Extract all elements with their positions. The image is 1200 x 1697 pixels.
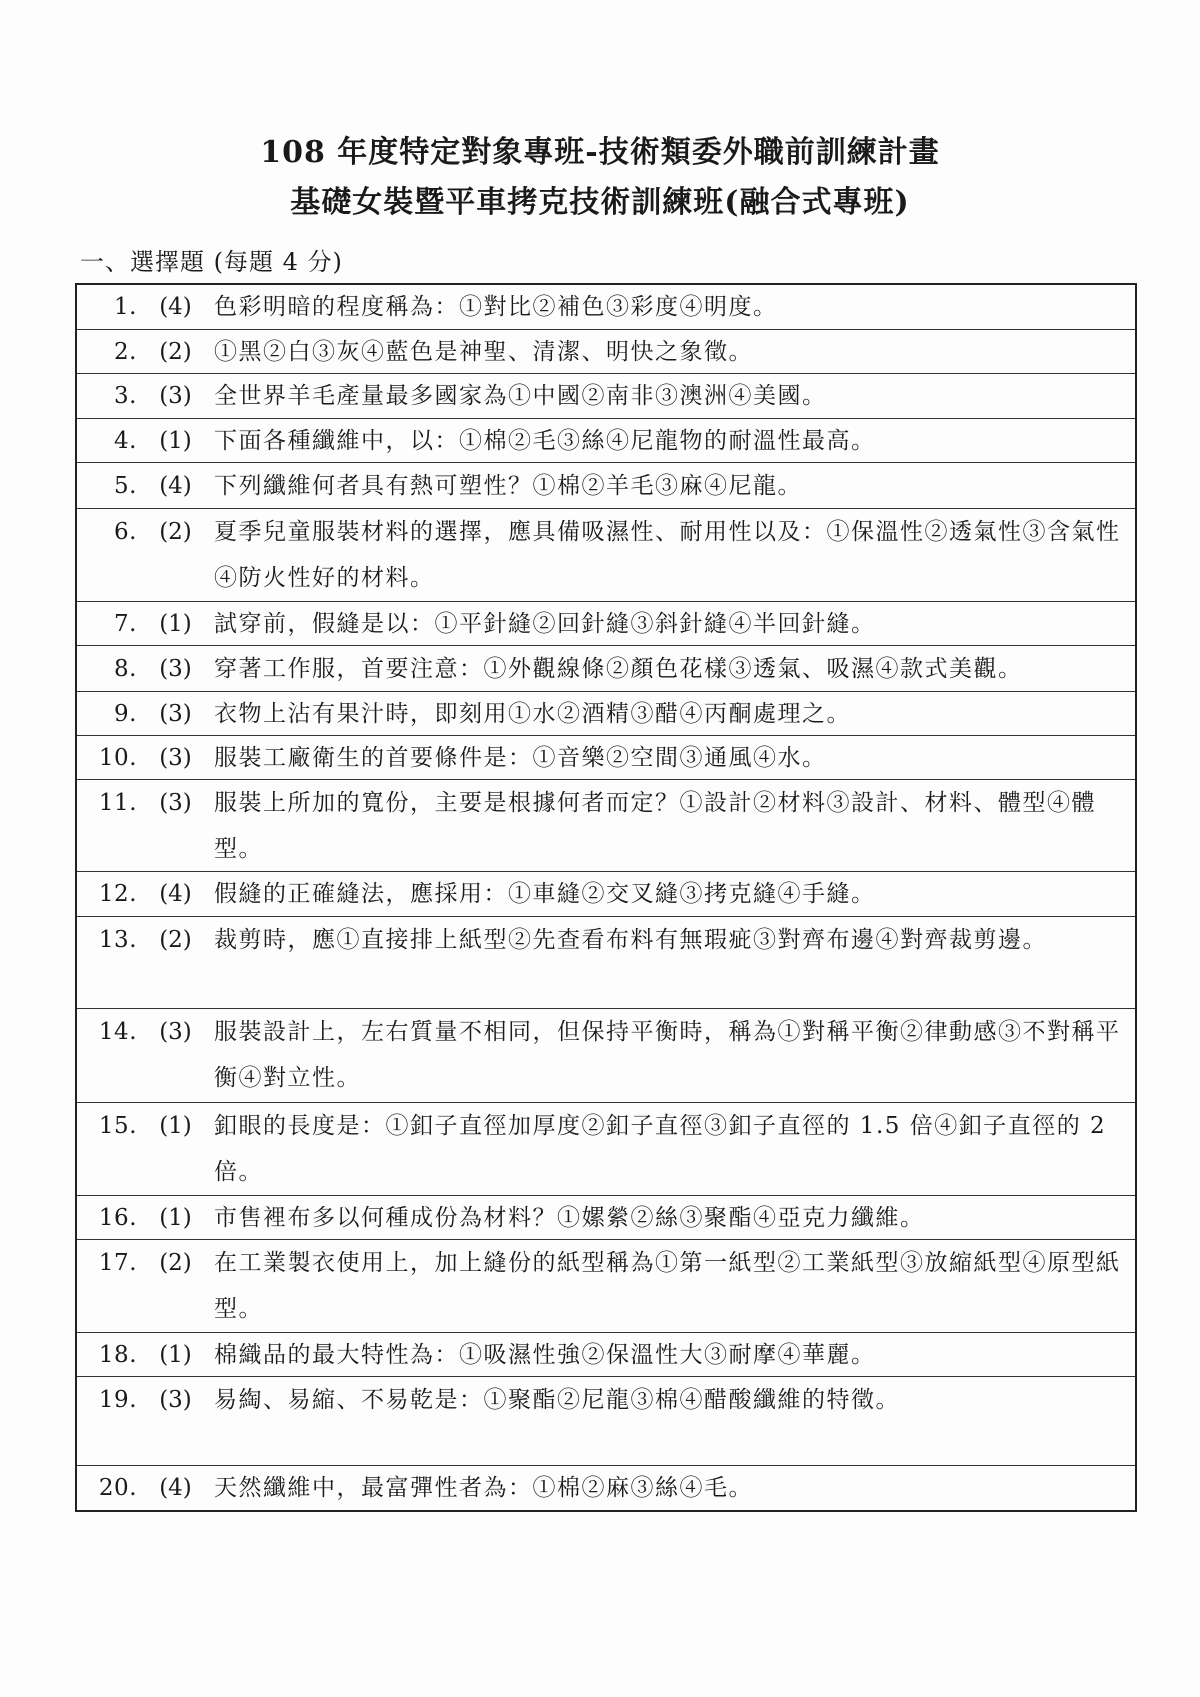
question-text: 易綯、易縮、不易乾是：①聚酯②尼龍③棉④醋酸纖維的特徵。	[214, 1387, 900, 1413]
question-text: 試穿前，假縫是以：①平針縫②回針縫③斜針縫④半回針縫。	[214, 611, 876, 637]
question-row	[77, 1009, 1135, 1103]
question-text: 服裝上所加的寬份，主要是根據何者而定？①設計②材料③設計、材料、體型④體型。	[214, 790, 1096, 862]
question-number: 15.	[98, 1113, 137, 1139]
question-text: 棉織品的最大特性為：①吸濕性強②保溫性大③耐摩④華麗。	[214, 1342, 876, 1368]
question-text: 下列纖維何者具有熱可塑性？①棉②羊毛③麻④尼龍。	[214, 473, 802, 499]
question-answer: (4)	[159, 473, 192, 499]
question-row	[77, 509, 1135, 602]
question-number: 3.	[114, 383, 137, 409]
question-row	[77, 1466, 1135, 1510]
question-row	[77, 1333, 1135, 1377]
question-number: 16.	[98, 1205, 137, 1231]
question-row	[77, 1103, 1135, 1196]
question-number: 18.	[98, 1342, 137, 1368]
question-number: 17.	[98, 1250, 137, 1276]
question-answer: (1)	[159, 1205, 192, 1231]
question-row	[77, 917, 1135, 1009]
question-text: 服裝設計上，左右質量不相同，但保持平衡時，稱為①對稱平衡②律動感③不對稱平衡④對立性。	[214, 1019, 1121, 1091]
question-row	[77, 646, 1135, 692]
question-text: 衣物上沾有果汁時，即刻用①水②酒精③醋④丙酮處理之。	[214, 701, 851, 727]
question-text: 在工業製衣使用上，加上縫份的紙型稱為①第一紙型②工業紙型③放縮紙型④原型紙型。	[214, 1250, 1121, 1322]
question-number: 12.	[98, 881, 137, 907]
question-number: 10.	[98, 745, 137, 771]
question-number: 2.	[114, 339, 137, 365]
question-text: 天然纖維中，最富彈性者為：①棉②麻③絲④毛。	[214, 1475, 753, 1501]
question-number: 4.	[114, 428, 137, 454]
question-answer: (3)	[159, 656, 192, 682]
question-row	[77, 330, 1135, 374]
question-answer: (1)	[159, 1113, 192, 1139]
question-text: 市售裡布多以何種成份為材料？①嫘縈②絲③聚酯④亞克力纖維。	[214, 1205, 925, 1231]
question-answer: (3)	[159, 383, 192, 409]
question-number: 7.	[114, 611, 137, 637]
question-text: 色彩明暗的程度稱為：①對比②補色③彩度④明度。	[214, 294, 778, 320]
section-heading: 一、選擇題 (每題 4 分)	[80, 248, 343, 276]
question-number: 14.	[98, 1019, 137, 1045]
question-number: 11.	[98, 790, 137, 816]
question-answer: (4)	[159, 294, 192, 320]
question-answer: (4)	[159, 881, 192, 907]
question-answer: (1)	[159, 1342, 192, 1368]
question-row	[77, 780, 1135, 872]
question-row	[77, 736, 1135, 780]
question-number: 1.	[114, 294, 137, 320]
question-text: 穿著工作服，首要注意：①外觀線條②顏色花樣③透氣、吸濕④款式美觀。	[214, 656, 1023, 682]
question-number: 6.	[114, 519, 137, 545]
question-row	[77, 1196, 1135, 1240]
question-row	[77, 602, 1135, 646]
question-text: 夏季兒童服裝材料的選擇，應具備吸濕性、耐用性以及：①保溫性②透氣性③含氣性④防火性好的材料。	[214, 519, 1121, 591]
question-number: 19.	[98, 1387, 137, 1413]
question-text: 下面各種纖維中，以：①棉②毛③絲④尼龍物的耐溫性最高。	[214, 428, 876, 454]
question-row	[77, 285, 1135, 330]
question-answer: (3)	[159, 745, 192, 771]
question-number: 8.	[114, 656, 137, 682]
question-row	[77, 463, 1135, 509]
question-row	[77, 872, 1135, 917]
question-answer: (3)	[159, 790, 192, 816]
question-answer: (1)	[159, 428, 192, 454]
document-title: 108 年度特定對象專班-技術類委外職前訓練計畫	[260, 135, 940, 170]
question-number: 5.	[114, 473, 137, 499]
question-row	[77, 1240, 1135, 1333]
question-number: 9.	[114, 701, 137, 727]
question-text: ①黑②白③灰④藍色是神聖、清潔、明快之象徵。	[214, 339, 753, 365]
question-text: 釦眼的長度是：①釦子直徑加厚度②釦子直徑③釦子直徑的 1.5 倍④釦子直徑的 2 倍。	[214, 1113, 1107, 1185]
question-answer: (3)	[159, 1019, 192, 1045]
question-answer: (2)	[159, 927, 192, 953]
question-number: 13.	[98, 927, 137, 953]
question-text: 假縫的正確縫法，應採用：①車縫②交叉縫③拷克縫④手縫。	[214, 881, 876, 907]
question-answer: (4)	[159, 1475, 192, 1501]
question-text: 全世界羊毛產量最多國家為①中國②南非③澳洲④美國。	[214, 383, 827, 409]
question-answer: (2)	[159, 1250, 192, 1276]
question-text: 裁剪時，應①直接排上紙型②先查看布料有無瑕疵③對齊布邊④對齊裁剪邊。	[214, 927, 1047, 953]
question-answer: (3)	[159, 1387, 192, 1413]
question-answer: (2)	[159, 339, 192, 365]
question-answer: (1)	[159, 611, 192, 637]
question-table	[75, 283, 1137, 1512]
question-answer: (3)	[159, 701, 192, 727]
question-row	[77, 692, 1135, 736]
question-answer: (2)	[159, 519, 192, 545]
question-text: 服裝工廠衛生的首要條件是：①音樂②空間③通風④水。	[214, 745, 827, 771]
document-subtitle: 基礎女裝暨平車拷克技術訓練班(融合式專班)	[290, 185, 910, 220]
question-number: 20.	[98, 1475, 137, 1501]
question-row	[77, 1377, 1135, 1466]
question-row	[77, 419, 1135, 463]
question-row	[77, 374, 1135, 419]
